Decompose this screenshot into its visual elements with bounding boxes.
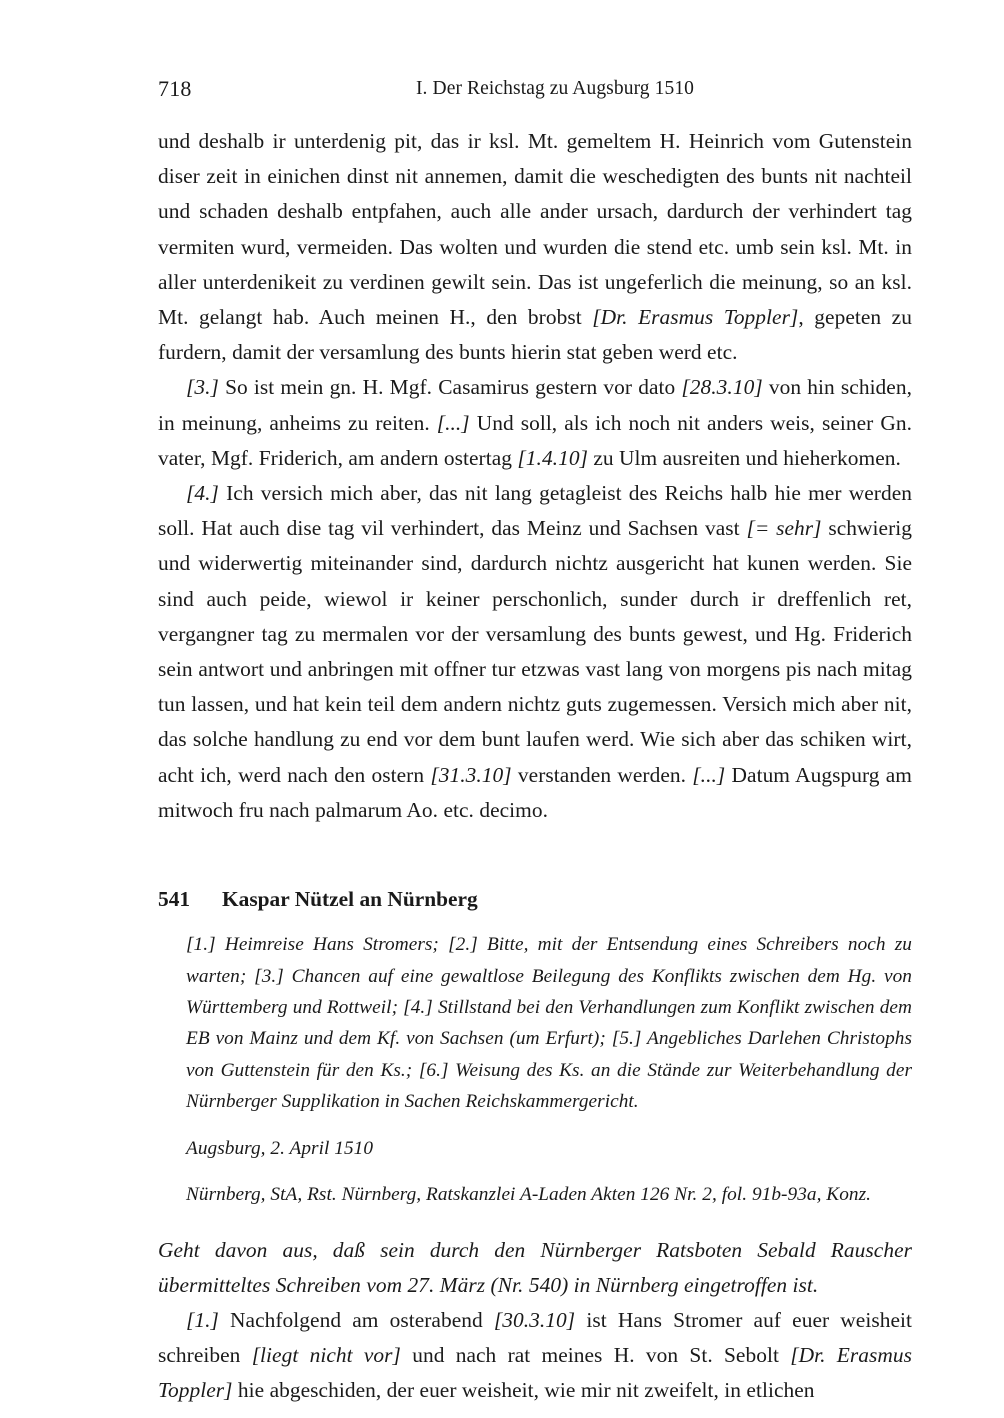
- editorial-insertion: [Dr. Erasmus Toppler]: [158, 1343, 913, 1403]
- paragraph-item-1: [158, 1303, 912, 1409]
- text-run: Und soll, als ich noch nit anders weis, seiner Gn. vater, Mgf. Friderich, am andern ostertag: [158, 410, 912, 470]
- place-date: Augsburg, 2. April 1510: [186, 1137, 374, 1159]
- text-run: und deshalb ir unterdenig pit, das ir ksl. Mt. gemeltem H. Heinrich vom Gutenstein diser zeit in einichen dinst nit annemen, damit die weschedigten des bunts nit nachteil und schaden deshalb entpfahen, auch alle ander ursach, dardurch der verhindert tag vermiten wurd, vermeiden. Das wolten und wurden die stend etc. umb sein ksl. Mt. in aller unterdenikeit zu verdinen gewilt sein. Das ist ungeferlich die meinung, so an ksl. Mt. gelangt hab. Auch meinen H., den brobst: [158, 129, 912, 330]
- text-run: So ist mein gn. H. Mgf. Casamirus gestern vor dato: [218, 375, 682, 400]
- section-title: Kaspar Nützel an Nürnberg: [222, 887, 478, 912]
- running-head: [158, 74, 912, 104]
- paragraph-continuation: [158, 124, 912, 370]
- text-run: hie abgeschiden, der euer weisheit, wie mir nit zweifelt, in etlichen: [232, 1378, 815, 1403]
- text-run: zu Ulm ausreiten und hieherkomen.: [587, 445, 901, 470]
- text-block: [158, 124, 912, 1409]
- page-number: 718: [158, 76, 192, 101]
- editorial-insertion: [4.]: [186, 481, 219, 506]
- editorial-insertion: [1.]: [186, 1307, 219, 1332]
- editorial-insertion: [31.3.10]: [430, 762, 512, 787]
- editorial-note-text: Geht davon aus, daß sein durch den Nürnberger Ratsboten Sebald Rauscher übermitteltes Schreiben vom 27. März (Nr. 540) in Nürnberg eingetroffen ist.: [158, 1237, 912, 1297]
- editorial-insertion: [Dr. Erasmus Toppler]: [592, 305, 799, 330]
- text-run: ist Hans Stromer auf euer weisheit schreiben: [158, 1307, 912, 1368]
- text-run: Nachfolgend am osterabend: [218, 1307, 494, 1332]
- editorial-insertion: [30.3.10]: [493, 1307, 576, 1332]
- text-run: schwierig und widerwertig miteinander sind, dardurch nichtz ausgericht hat kunen werden. Sie sind auch peide, wiewol ir keiner perschonlich, sunder durch ir dreffenlich ret, vergangner tag zu mermalen vor der versamlung des bunts gewest, und Hg. Friderich sein antwort und anbringen mit offner tur etzwas vast lang von morgens pis nach mitag tun lassen, und hat kein teil dem andern nichtz guts zugemessen. Versich mich aber nit, das solche handlung zu end vor dem bunt laufen werd. Wie sich aber das schiken wirt, acht ich, werd nach den ostern: [158, 516, 913, 787]
- editorial-insertion: [...]: [692, 762, 726, 787]
- running-title: I. Der Reichstag zu Augsburg 1510: [415, 78, 695, 99]
- editorial-insertion: [liegt nicht vor]: [251, 1343, 401, 1368]
- body-paragraphs: [158, 124, 912, 828]
- paragraph-item-4: [158, 476, 912, 828]
- text-run: und nach rat meines H. von St. Sebolt: [400, 1343, 791, 1368]
- editorial-insertion: [...]: [436, 410, 470, 435]
- section-body-paragraphs: [158, 1303, 912, 1409]
- text-run: , gepeten zu furdern, damit der versamlung des bunts hierin stat geben werd etc.: [158, 305, 912, 365]
- text-run: Ich versich mich aber, das nit lang getagleist des Reichs halb hie mer werden soll. Hat auch dise tag vil verhindert, das Meinz und Sachsen vast: [158, 481, 912, 541]
- section-number: 541: [158, 887, 191, 912]
- text-run: verstanden werden.: [511, 762, 693, 787]
- regest-block: [186, 929, 912, 1210]
- editorial-insertion: [= sehr]: [746, 516, 822, 541]
- editorial-insertion: [1.4.10]: [517, 445, 588, 470]
- editorial-insertion: [3.]: [186, 375, 219, 400]
- editorial-note: [158, 1233, 912, 1303]
- text-run: Datum Augspurg am mitwoch fru nach palmarum Ao. etc. decimo.: [158, 762, 913, 822]
- section-heading: [158, 882, 912, 917]
- paragraph-item-3: [158, 370, 912, 476]
- archival-source: Nürnberg, StA, Rst. Nürnberg, Ratskanzlei A-Laden Akten 126 Nr. 2, fol. 91b-93a, Konz.: [186, 1184, 872, 1206]
- editorial-insertion: [28.3.10]: [681, 375, 763, 400]
- text-run: von hin schiden, in meinung, anheims zu reiten.: [158, 375, 912, 435]
- regest-summary: [1.] Heimreise Hans Stromers; [2.] Bitte, mit der Entsendung eines Schreibers noch zu warten; [3.] Chancen auf eine gewaltlose Beilegung des Konflikts zwischen dem Hg. von Württemberg und Rottweil; [4.] Stillstand bei den Verhandlungen zum Konflikt zwischen dem EB von Mainz und dem Kf. von Sachsen (um Erfurt); [5.] Angebliches Darlehen Christophs von Guttenstein für den Ks.; [6.] Weisung des Ks. an die Stände zur Weiterbehandlung der Nürnberger Supplikation in Sachen Reichskammergericht.: [186, 934, 912, 1113]
